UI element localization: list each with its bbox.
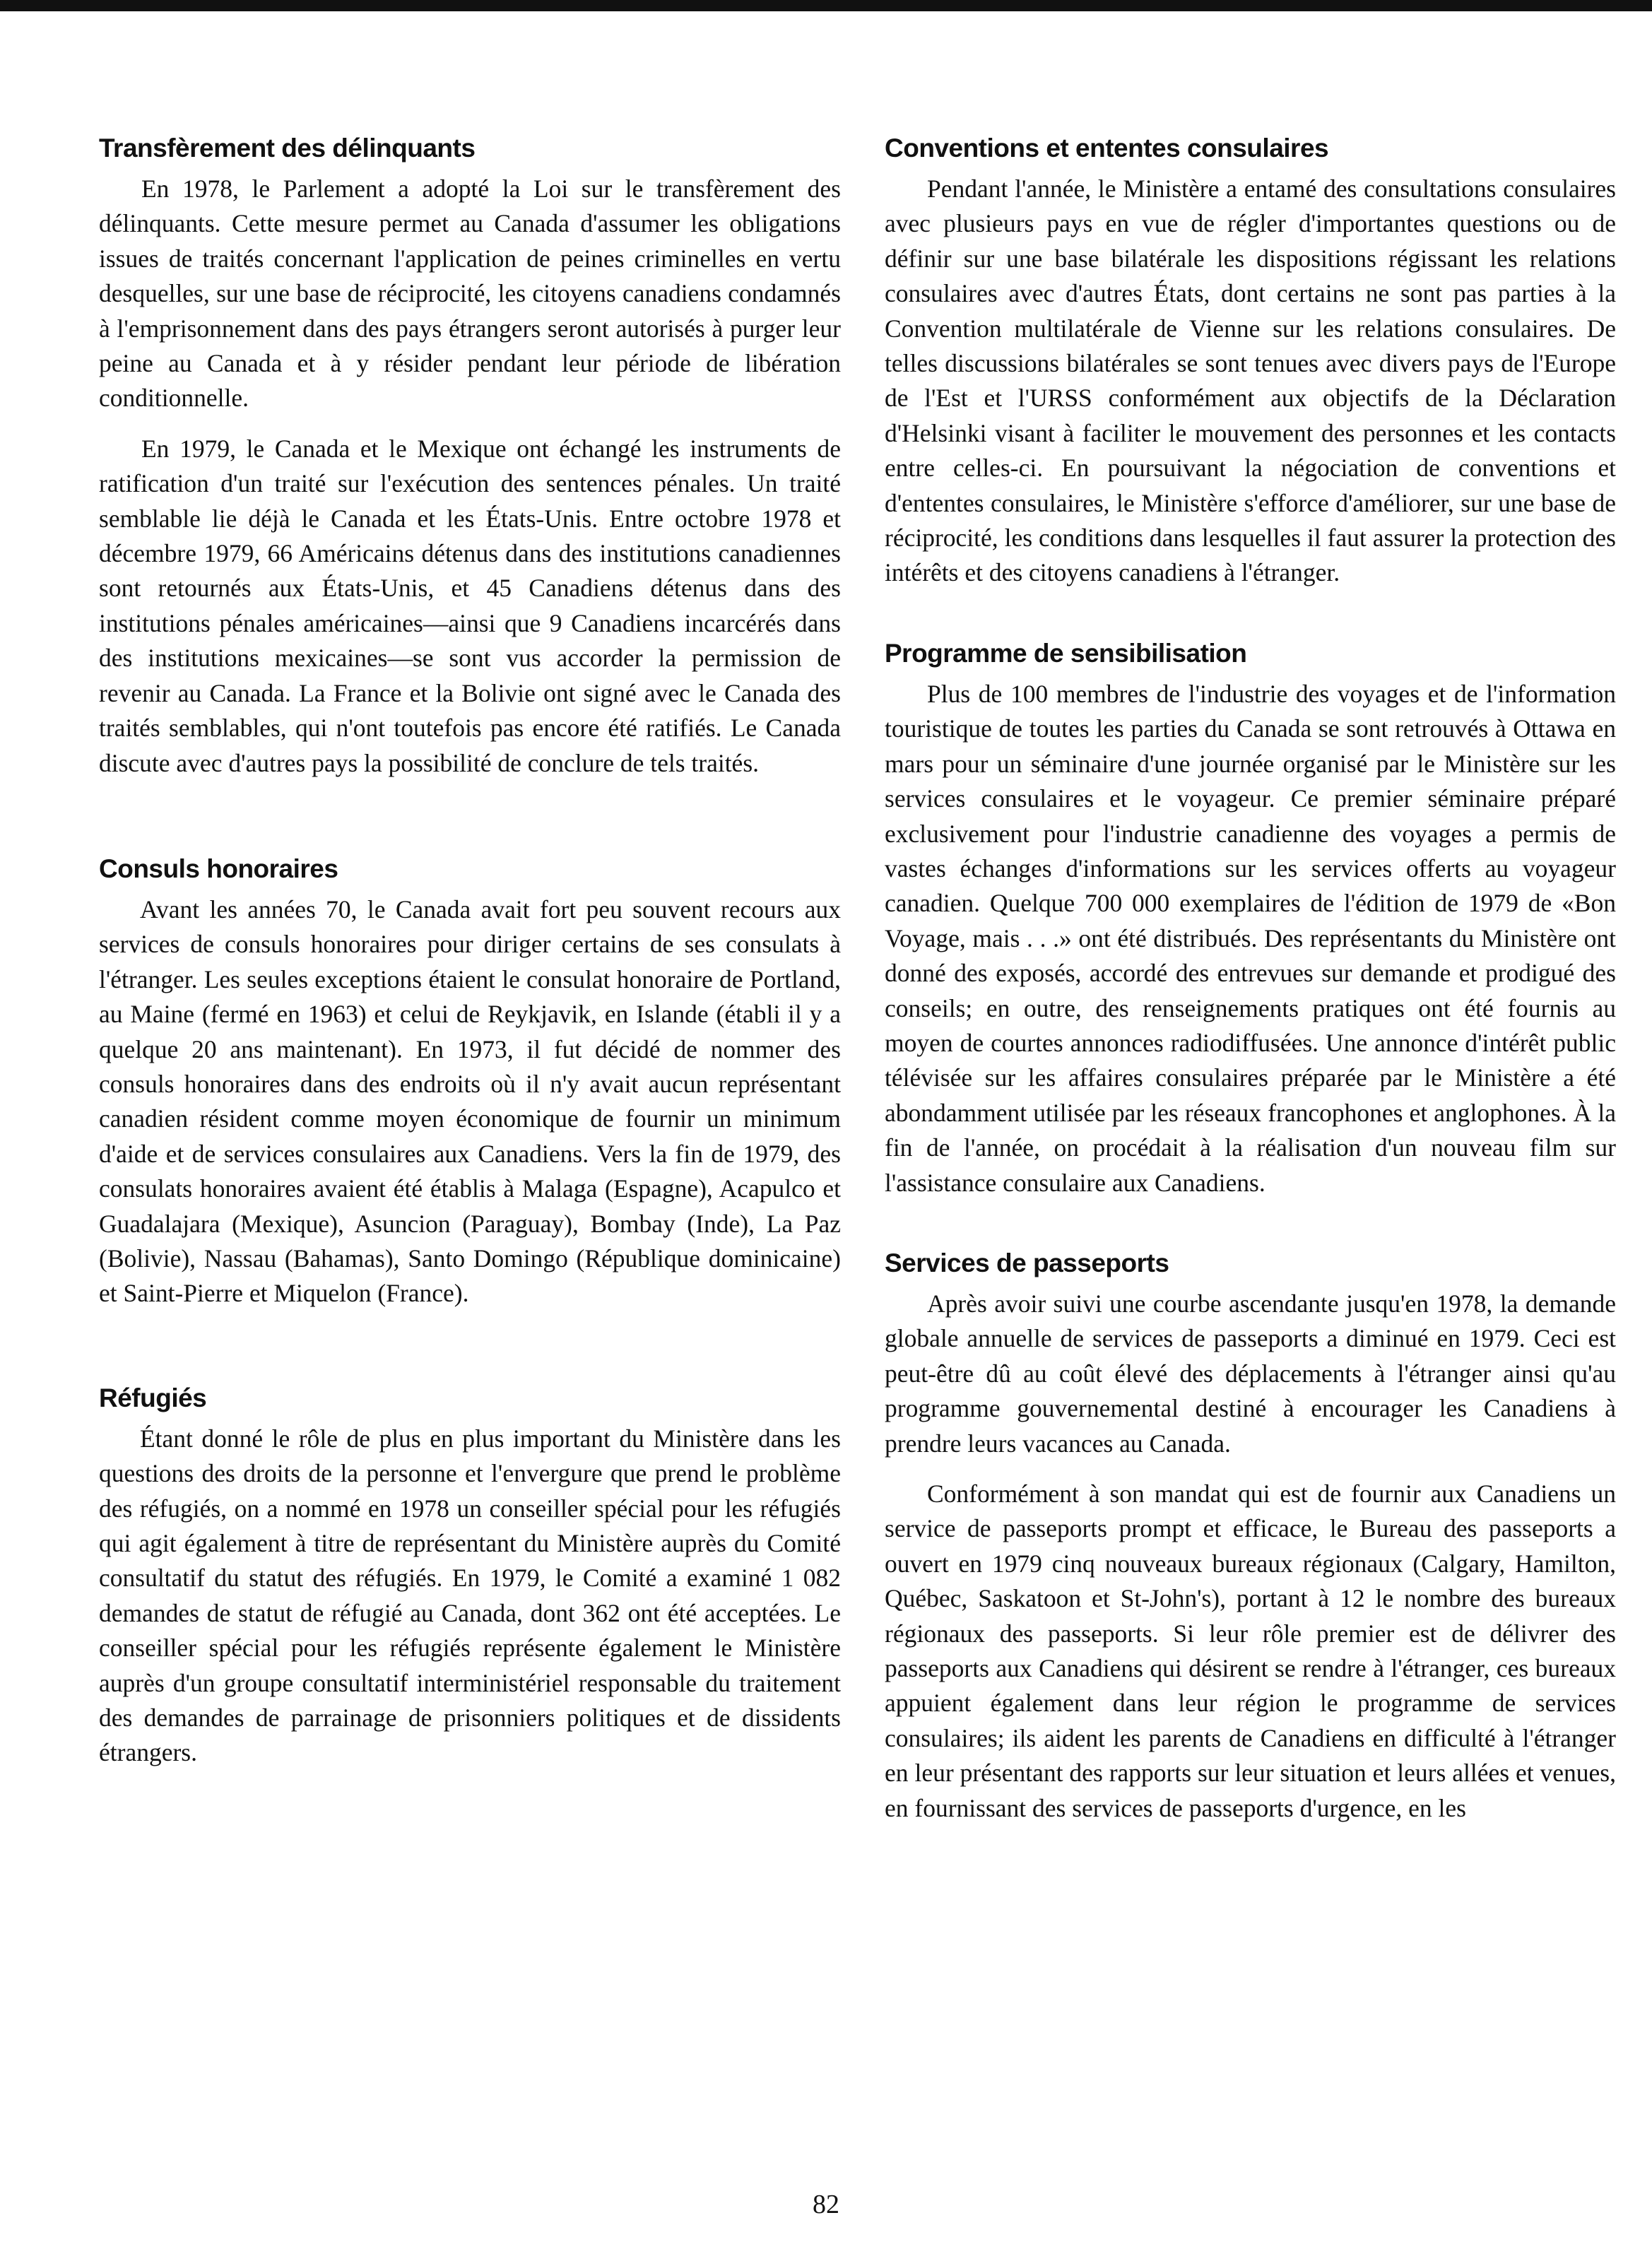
section-transferement bbox=[99, 131, 841, 781]
section-heading: Conventions et ententes consulaires bbox=[885, 134, 1329, 163]
section-heading: Services de passeports bbox=[885, 1248, 1169, 1277]
top-border-rule bbox=[0, 0, 1652, 11]
section-heading: Programme de sensibilisation bbox=[885, 638, 1247, 668]
section-heading: Réfugiés bbox=[99, 1383, 207, 1412]
left-column bbox=[99, 131, 841, 1786]
paragraph: Après avoir suivi une courbe ascendante jusqu'en 1978, la demande globale annuelle de services de passeports a diminué en 1979. Ceci est peut-être dû au coût élevé des déplacements à l'étranger ainsi qu'au programme gouvernemental destiné à encourager les Canadiens à prendre leurs vacances au Canada. bbox=[885, 1289, 1616, 1458]
section-services-passeports bbox=[885, 1246, 1616, 1826]
section-refugies bbox=[99, 1381, 841, 1771]
right-column bbox=[885, 131, 1616, 1841]
section-programme-sensibilisation bbox=[885, 636, 1616, 1200]
section-heading: Transfèrement des délinquants bbox=[99, 134, 476, 163]
paragraph: En 1979, le Canada et le Mexique ont échangé les instruments de ratification d'un traité sur l'exécution des sentences pénales. Un traité semblable lie déjà le Canada et les États-Unis. Entre octobre 1978 et décembre 1979, 66 Américains détenus dans des institutions canadiennes sont retournés aux États-Unis, et 45 Canadiens détenus dans des institutions pénales américaines—ainsi que 9 Canadiens incarcérés dans des institutions mexicaines—se sont vus accorder la permission de revenir au Canada. La France et la Bolivie ont signé avec le Canada des traités semblables, qui n'ont toutefois pas encore été ratifiés. Le Canada discute avec d'autres pays la possibilité de conclure de tels traités. bbox=[99, 434, 841, 777]
section-heading: Consuls honoraires bbox=[99, 854, 338, 883]
paragraph: Conformément à son mandat qui est de fournir aux Canadiens un service de passeports prompt et efficace, le Bureau des passeports a ouvert en 1979 cinq nouveaux bureaux régionaux (Calgary, Hamilton, Québec, Saskatoon et St-John's), portant à 12 le nombre des bureaux régionaux des passeports. Si leur rôle premier est de délivrer des passeports aux Canadiens qui désirent se rendre à l'étranger, ces bureaux appuient également dans leur région le programme de services consulaires; ils aident les parents de Canadiens en difficulté à l'étranger en leur présentant des rapports sur leur situation et leurs allées et venues, en fournissant des services de passeports d'urgence, en les bbox=[885, 1480, 1616, 1822]
paragraph: Plus de 100 membres de l'industrie des voyages et de l'information touristique de toutes les parties du Canada se sont retrouvés à Ottawa en mars pour un séminaire d'une journée organisé par le Ministère sur les services consulaires et le voyageur. Ce premier séminaire préparé exclusivement pour l'industrie canadienne des voyages a permis de vastes échanges d'informations sur les services offerts au voyageur canadien. Quelque 700 000 exemplaires de l'édition de 1979 de «Bon Voyage, mais . . .» ont été distribués. Des représentants du Ministère ont donné des exposés, accordé des entrevues sur demande et prodigué des conseils; en outre, des renseignements pratiques ont été fournis au moyen de courtes annonces radiodiffusées. Une annonce d'intérêt public télévisée sur les affaires consulaires préparée par le Ministère a été abondamment utilisée par les réseaux francophones et anglophones. À la fin de l'année, on procédait à la réalisation d'un nouveau film sur l'assistance consulaire aux Canadiens. bbox=[885, 679, 1616, 1197]
page-number: 82 bbox=[813, 2190, 839, 2219]
paragraph: Avant les années 70, le Canada avait fort peu souvent recours aux services de consuls honoraires pour diriger certains de ses consulats à l'étranger. Les seules exceptions étaient le consulat honoraire de Portland, au Maine (fermé en 1963) et celui de Reykjavik, en Islande (établi il y a quelque 20 ans maintenant). En 1973, il fut décidé de nommer des consuls honoraires dans des endroits où il n'y avait aucun représentant canadien résident comme moyen économique de fournir un minimum d'aide et de services consulaires aux Canadiens. Vers la fin de 1979, des consulats honoraires avaient été établis à Malaga (Espagne), Acapulco et Guadalajara (Mexique), Asuncion (Paraguay), Bombay (Inde), La Paz (Bolivie), Nassau (Bahamas), Santo Domingo (République dominicaine) et Saint-Pierre et Miquelon (France). bbox=[99, 895, 841, 1308]
paragraph: Pendant l'année, le Ministère a entamé des consultations consulaires avec plusieurs pays en vue de régler d'importantes questions ou de définir sur une base bilatérale les dispositions régissant les relations consulaires avec d'autres États, dont certains ne sont pas parties à la Convention multilatérale de Vienne sur les relations consulaires. De telles discussions bilatérales se sont tenues avec divers pays de l'Europe de l'Est et l'URSS conformément aux objectifs de la Déclaration d'Helsinki visant à faciliter le mouvement des personnes et les contacts entre celles-ci. En poursuivant la négociation de conventions et d'ententes consulaires, le Ministère s'efforce d'améliorer, sur une base de réciprocité, les conditions dans lesquelles il faut assurer la protection des intérêts et des citoyens canadiens à l'étranger. bbox=[885, 175, 1616, 587]
paragraph: En 1978, le Parlement a adopté la Loi sur le transfèrement des délinquants. Cette mesure permet au Canada d'assumer les obligations issues de traités concernant l'application de peines criminelles en vertu desquelles, sur une base de réciprocité, les citoyens canadiens condamnés à l'emprisonnement dans des pays étrangers seront autorisés à purger leur peine au Canada et à y résider pendant leur période de libération conditionnelle. bbox=[99, 175, 841, 413]
paragraph: Étant donné le rôle de plus en plus important du Ministère dans les questions des droits de la personne et l'envergure que prend le problème des réfugiés, on a nommé en 1978 un conseiller spécial pour les réfugiés qui agit également à titre de représentant du Ministère auprès du Comité consultatif du statut des réfugiés. En 1979, le Comité a examiné 1 082 demandes de statut de réfugié au Canada, dont 362 ont été acceptées. Le conseiller spécial pour les réfugiés représente également le Ministère auprès d'un groupe consultatif interministériel responsable du traitement des demandes de parrainage de prisonniers politiques et de dissidents étrangers. bbox=[99, 1424, 841, 1767]
section-consuls-honoraires bbox=[99, 851, 841, 1311]
section-conventions-consulaires bbox=[885, 131, 1616, 591]
